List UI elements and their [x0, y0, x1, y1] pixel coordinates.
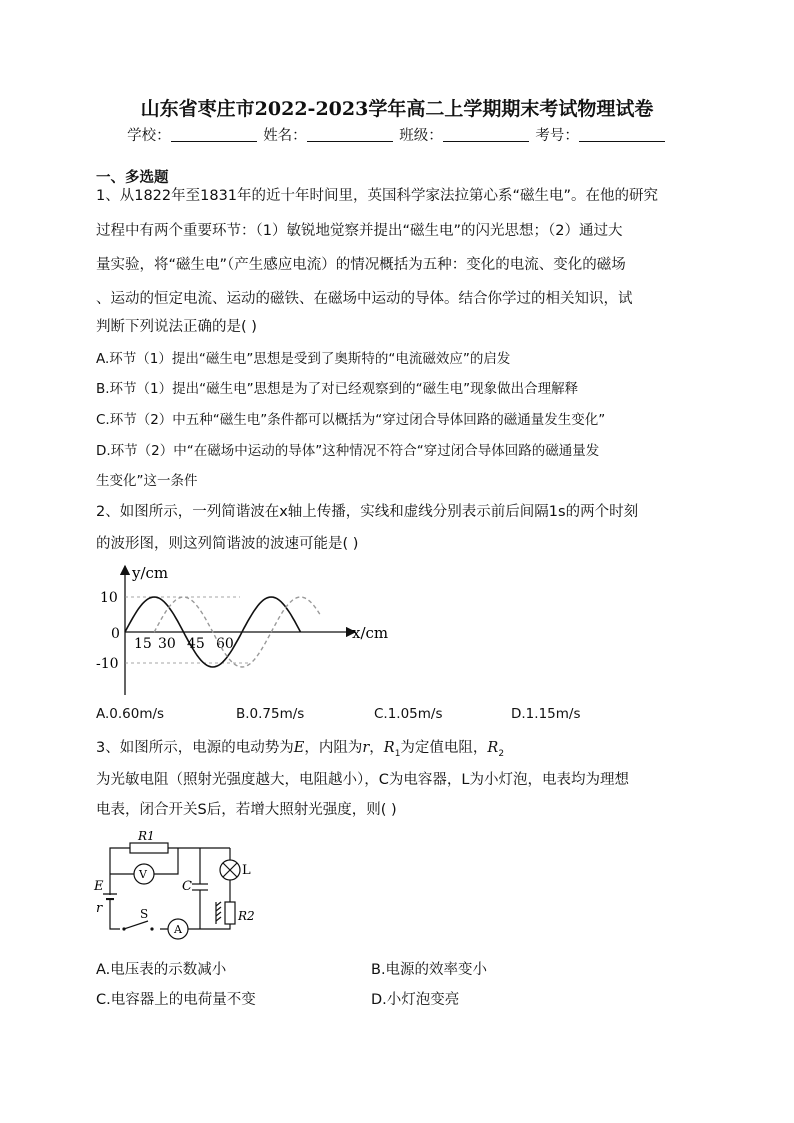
q3-text-c: ，: [369, 740, 384, 756]
q2-options: [96, 706, 696, 726]
q3-line-2: 为光敏电阻（照射光强度越大，电阻越小），C为电容器，L为小灯泡，电表均为理想: [96, 772, 629, 788]
label-v: V: [139, 868, 147, 881]
q3-r1-symbol: R: [383, 740, 395, 756]
y-tick-10: 10: [100, 590, 118, 606]
x-tick-30: 30: [158, 636, 176, 652]
q1-line-4: 、运动的恒定电流、运动的磁铁、在磁场中运动的导体。结合你学过的相关知识，试: [96, 291, 633, 307]
q2-option-a[interactable]: A.0.60m/s: [96, 706, 165, 722]
name-blank[interactable]: [307, 128, 393, 142]
q2-option-b[interactable]: B.0.75m/s: [236, 706, 305, 722]
resistor-r1: [130, 843, 168, 853]
q3-line-3: 电表，闭合开关S后，若增大照射光强度，则( ): [96, 802, 397, 818]
photoresistor-r2: [225, 902, 235, 924]
school-blank[interactable]: [171, 128, 257, 142]
label-a: A: [174, 923, 182, 936]
q1-option-d-cont: 生变化”这一条件: [96, 473, 198, 489]
q3-option-a[interactable]: A.电压表的示数减小: [96, 962, 227, 978]
label-s: S: [140, 907, 149, 921]
q3-r-symbol: r: [362, 740, 370, 756]
q3-text-d: 为定值电阻，: [400, 740, 488, 756]
q1-option-c[interactable]: C.环节（2）中五种“磁生电”条件都可以概括为“穿过闭合导体回路的磁通量发生变化”: [96, 412, 606, 428]
q2-option-c[interactable]: C.1.05m/s: [374, 706, 443, 722]
label-c: C: [182, 879, 192, 894]
q3-option-d[interactable]: D.小灯泡变亮: [371, 992, 460, 1008]
wave-chart: [90, 560, 410, 700]
circuit-diagram: [90, 826, 260, 946]
school-label: 学校：: [127, 128, 171, 144]
q1-line-2: 过程中有两个重要环节：（1）敏锐地觉察并提出“磁生电”的闪光思想；（2）通过大: [96, 223, 623, 239]
q3-emf-symbol: E: [293, 740, 305, 756]
q1-line-5: 判断下列说法正确的是( ): [96, 319, 257, 335]
page-title: 山东省枣庄市2022-2023学年高二上学期期末考试物理试卷: [140, 98, 654, 120]
q1-line-3: 量实验，将“磁生电”（产生感应电流）的情况概括为五种：变化的电流、变化的磁场: [96, 257, 626, 273]
class-label: 班级：: [399, 128, 443, 144]
x-tick-15: 15: [134, 636, 152, 652]
number-label: 考号：: [535, 128, 579, 144]
label-e: E: [94, 879, 104, 894]
q3-line-1: [96, 736, 504, 759]
q1-option-a[interactable]: A.环节（1）提出“磁生电”思想是受到了奥斯特的“电流磁效应”的启发: [96, 351, 511, 367]
x-tick-60: 60: [216, 636, 234, 652]
q3-r1-sub: 1: [394, 748, 401, 759]
x-axis-label: x/cm: [352, 624, 389, 642]
label-r2: R2: [238, 909, 255, 923]
q2-line-2: 的波形图，则这列简谐波的波速可能是( ): [96, 536, 359, 552]
section-heading: 一、多选题: [96, 170, 169, 186]
q2-line-1: 2、如图所示，一列简谐波在x轴上传播，实线和虚线分别表示前后间隔1s的两个时刻: [96, 504, 639, 520]
q1-option-d[interactable]: D.环节（2）中“在磁场中运动的导体”这种情况不符合“穿过闭合导体回路的磁通量发: [96, 443, 600, 459]
q3-r2-sub: 2: [498, 748, 505, 759]
q2-option-d[interactable]: D.1.15m/s: [511, 706, 581, 722]
q3-options-row-2: [96, 988, 696, 1008]
number-blank[interactable]: [579, 128, 665, 142]
q3-option-b[interactable]: B.电源的效率变小: [371, 962, 488, 978]
label-l: L: [242, 863, 251, 878]
name-label: 姓名：: [263, 128, 307, 144]
q1-option-b[interactable]: B.环节（1）提出“磁生电”思想是为了对已经观察到的“磁生电”现象做出合理解释: [96, 381, 579, 397]
q3-r2-symbol: R: [487, 740, 499, 756]
q3-text-b: ，内阻为: [304, 740, 363, 756]
q3-text-a: 3、如图所示，电源的电动势为: [96, 740, 294, 756]
label-r: r: [96, 901, 103, 916]
x-tick-45: 45: [187, 636, 205, 652]
y-tick-neg10: -10: [96, 656, 119, 672]
switch-contact-right: [150, 927, 153, 930]
q3-options-row-1: [96, 958, 696, 978]
q3-option-c[interactable]: C.电容器上的电荷量不变: [96, 992, 256, 1008]
student-info-row: [0, 124, 794, 145]
y-tick-0: 0: [111, 626, 120, 642]
y-axis-label: y/cm: [132, 564, 169, 582]
label-r1: R1: [138, 829, 155, 843]
class-blank[interactable]: [443, 128, 529, 142]
q1-line-1: 1、从1822年至1831年的近十年时间里，英国科学家法拉第心系“磁生电”。在他的研究: [96, 188, 659, 204]
